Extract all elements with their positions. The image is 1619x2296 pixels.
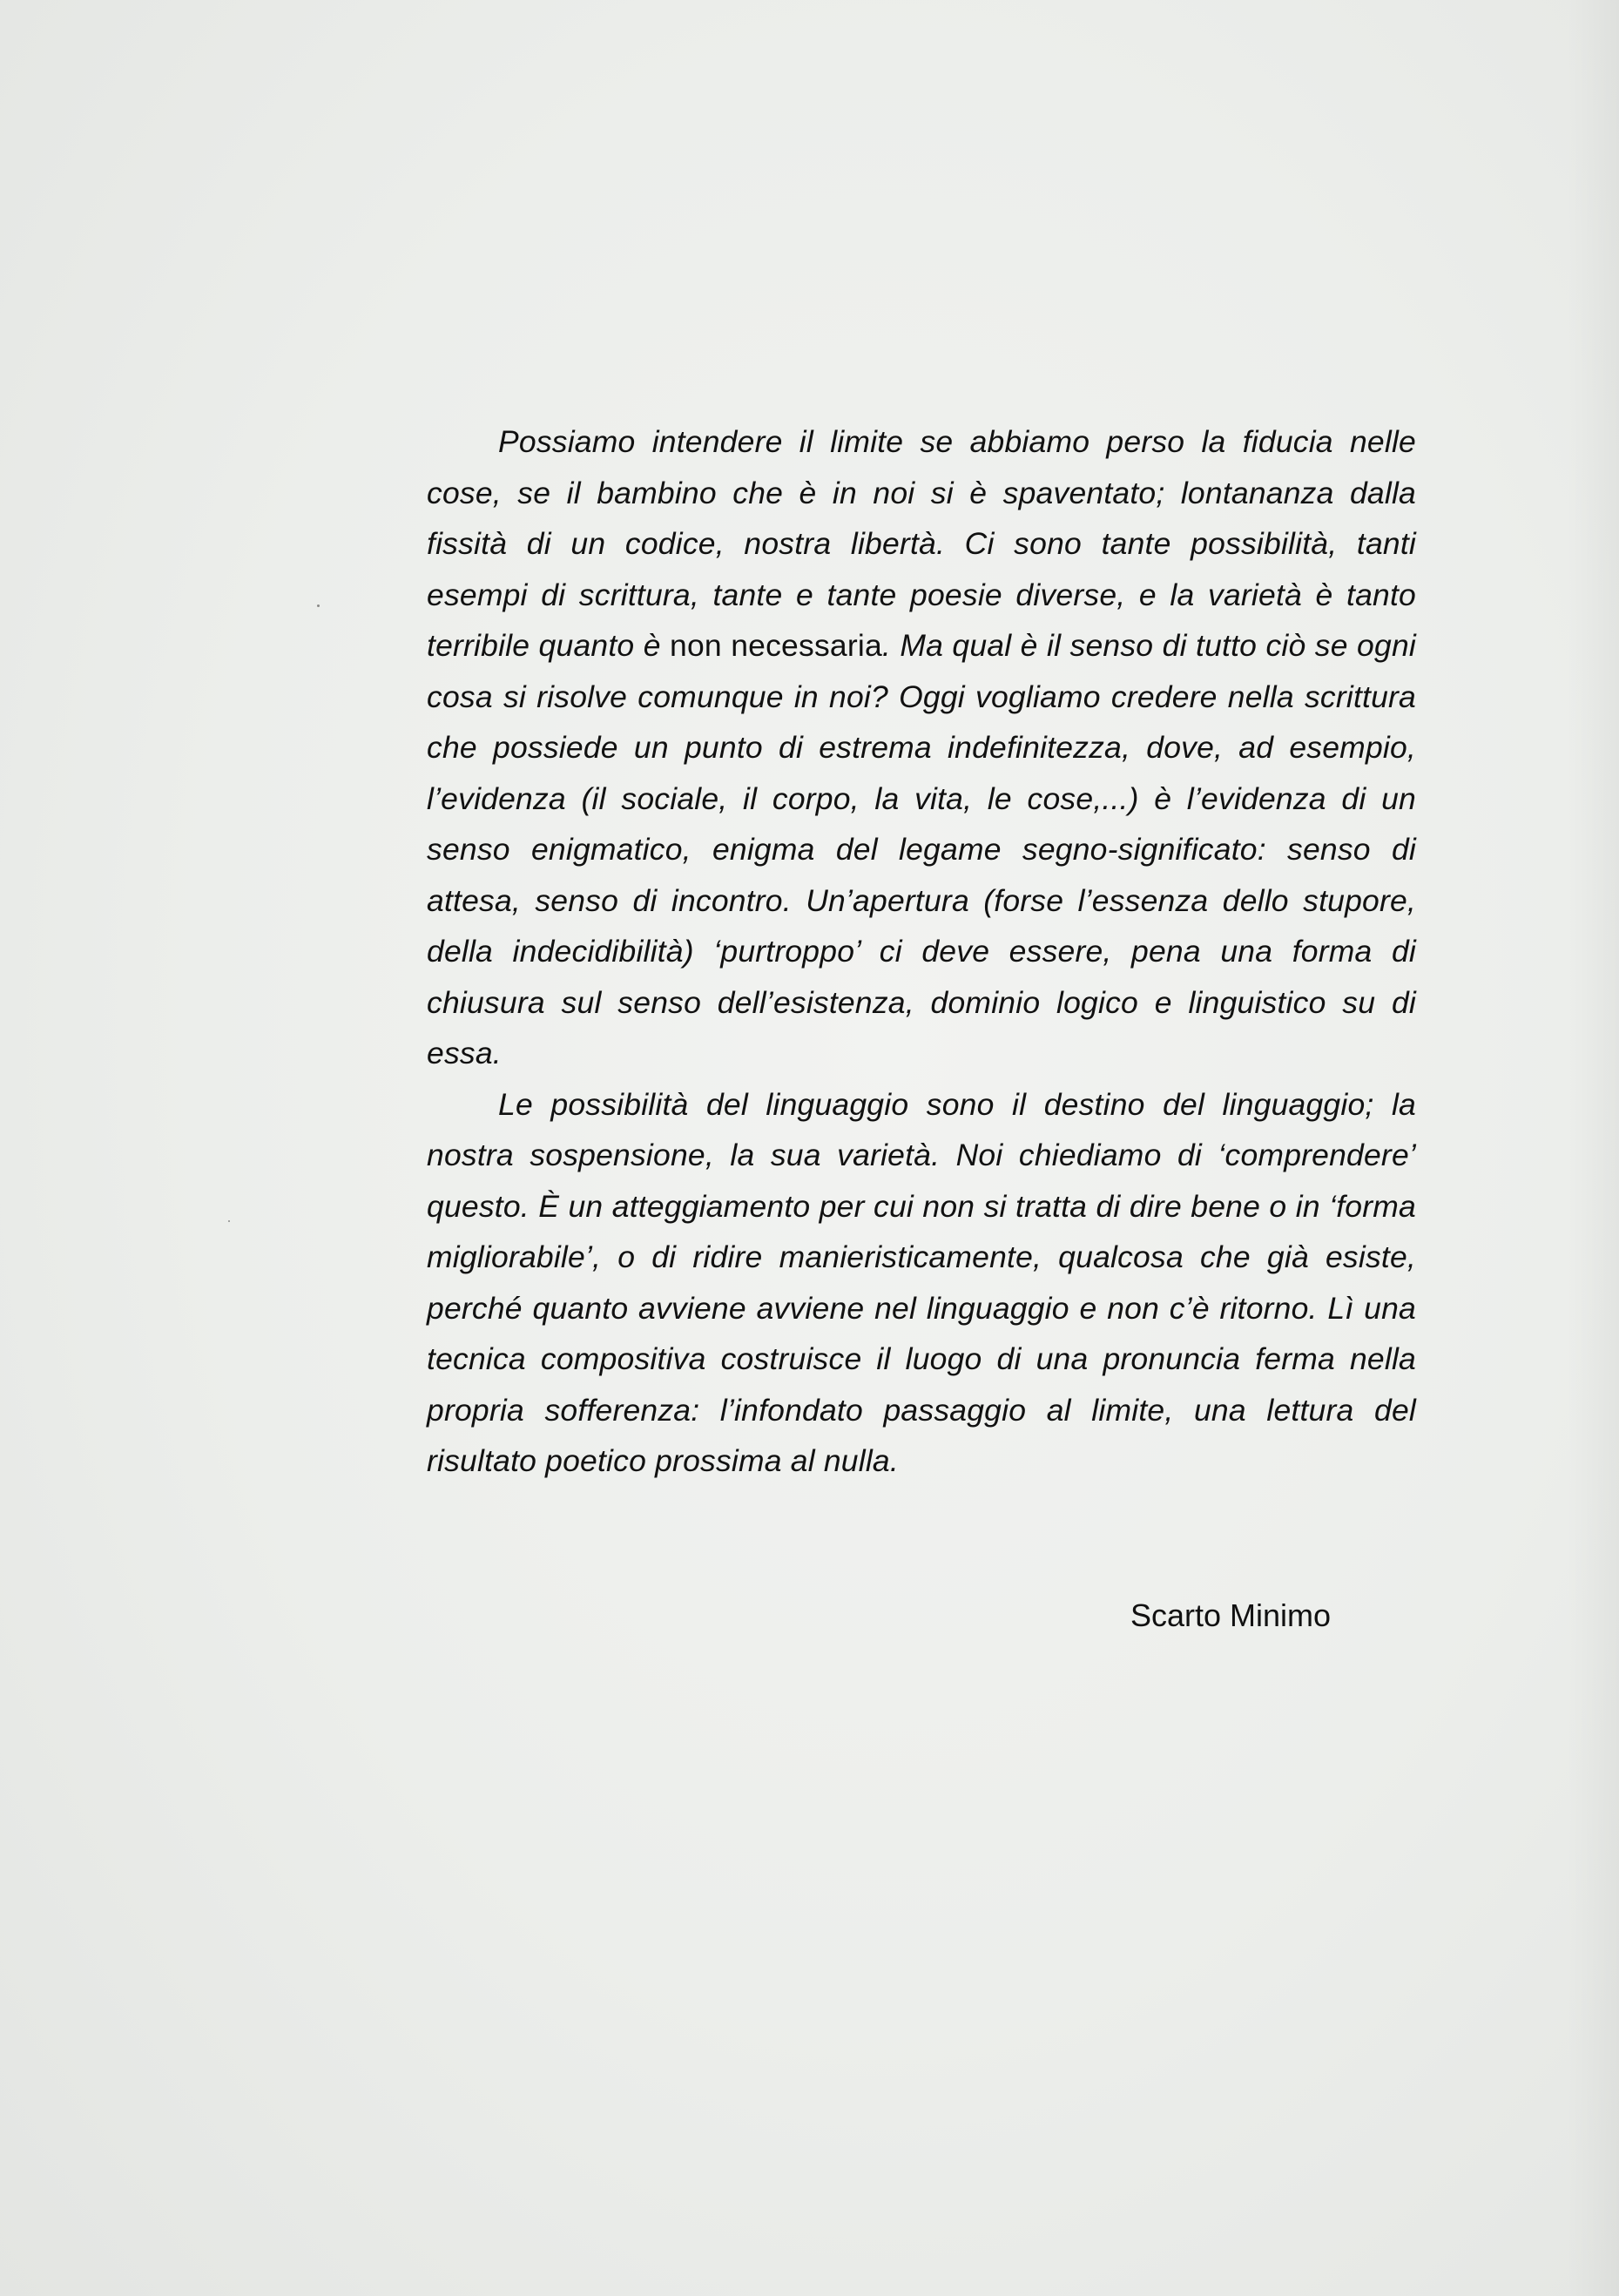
paragraph-1-part-c: . Ma qual è il senso di tutto ciò se ogni cosa si risolve comunque in noi? Oggi vogliamo credere nella scrittura che possiede un punto di estrema indefinitezza, dove, ad esempio, l’evidenza (il sociale, il corpo, la vita, le cose,...) è l’evidenza di un senso enigmatico, enigma del legame segno-significato: senso di attesa, senso di incontro. Un’apertura (forse l’essenza dello stupore, della indecidibilità) ‘purtroppo’ ci deve essere, pena una forma di chiusura sul senso dell’esistenza, dominio logico e linguistico su di essa. xyxy=(427,628,1416,1070)
paragraph-1-part-a: Possiamo intendere il limite se abbiamo perso la fiducia nelle cose, se il bambino che è in noi si è spaventato; lontananza dalla fissità di un codice, nostra libertà. Ci sono tante possibilità, tanti esempi di scrittura, tante e tante poesie diverse, e la varietà è tanto terribile quanto è xyxy=(427,424,1416,663)
dust-speck xyxy=(317,604,320,607)
body-text xyxy=(427,416,1416,1487)
paragraph-1 xyxy=(427,416,1416,1079)
page-edge-shadow xyxy=(1567,0,1619,2296)
paragraph-2: Le possibilità del linguaggio sono il destino del linguaggio; la nostra sospensione, la sua varietà. Noi chiediamo di ‘comprendere’ questo. È un atteggiamento per cui non si tratta di dire bene o in ‘forma migliorabile’, o di ridire manieristicamente, qualcosa che già esiste, perché quanto avviene avviene nel linguaggio e non c’è ritorno. Lì una tecnica compositiva costruisce il luogo di una pronuncia ferma nella propria sofferenza: l’infondato passaggio al limite, una lettura del risultato poetico prossima al nulla. xyxy=(427,1086,1416,1478)
paragraph-1-upright-phrase: non necessaria xyxy=(670,628,882,663)
signature: Scarto Minimo xyxy=(1130,1597,1331,1633)
dust-speck xyxy=(228,1220,230,1222)
